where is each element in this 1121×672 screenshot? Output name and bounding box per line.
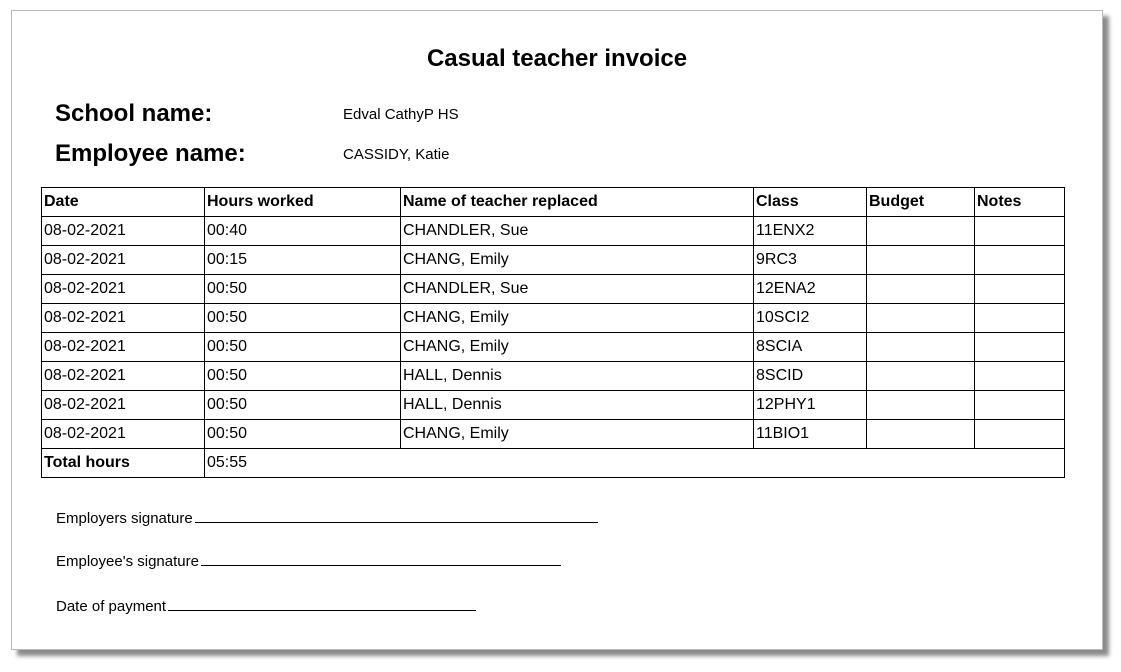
header-teacher-replaced: Name of teacher replaced [401,188,754,217]
cell-class: 11BIO1 [754,420,867,449]
employee-name-label: Employee name: [55,140,246,167]
table-row [42,391,1065,420]
cell-class: 9RC3 [754,246,867,275]
table-row [42,420,1065,449]
cell-hours: 00:15 [205,246,401,275]
cell-date: 08-02-2021 [42,217,205,246]
cell-budget [867,333,975,362]
cell-teacher: CHANG, Emily [401,246,754,275]
cell-budget [867,304,975,333]
cell-date: 08-02-2021 [42,333,205,362]
total-hours-value: 05:55 [205,449,1065,478]
school-name-label: School name: [55,100,213,127]
cell-date: 08-02-2021 [42,420,205,449]
table-row [42,333,1065,362]
cell-notes [975,217,1065,246]
cell-class: 8SCIA [754,333,867,362]
cell-date: 08-02-2021 [42,391,205,420]
cell-hours: 00:40 [205,217,401,246]
payment-date-field[interactable] [168,596,476,611]
invoice-page [11,10,1103,650]
cell-hours: 00:50 [205,362,401,391]
table-header-row [42,188,1065,217]
cell-class: 12ENA2 [754,275,867,304]
cell-notes [975,246,1065,275]
cell-hours: 00:50 [205,333,401,362]
employer-signature-line [56,508,598,527]
employee-signature-label: Employee's signature [56,553,199,570]
cell-class: 11ENX2 [754,217,867,246]
cell-hours: 00:50 [205,304,401,333]
header-class: Class [754,188,867,217]
cell-class: 10SCI2 [754,304,867,333]
cell-teacher: CHANG, Emily [401,333,754,362]
employee-name-value: CASSIDY, Katie [343,146,450,163]
cell-notes [975,391,1065,420]
cell-notes [975,333,1065,362]
hours-table [41,187,1065,478]
table-row [42,246,1065,275]
cell-class: 8SCID [754,362,867,391]
table-row [42,362,1065,391]
cell-budget [867,420,975,449]
header-hours-worked: Hours worked [205,188,401,217]
cell-budget [867,275,975,304]
cell-teacher: HALL, Dennis [401,362,754,391]
total-row [42,449,1065,478]
cell-teacher: CHANG, Emily [401,304,754,333]
cell-budget [867,362,975,391]
payment-date-label: Date of payment [56,598,167,615]
employee-signature-field[interactable] [201,551,561,566]
cell-notes [975,275,1065,304]
header-budget: Budget [867,188,975,217]
header-notes: Notes [975,188,1065,217]
cell-hours: 00:50 [205,420,401,449]
cell-hours: 00:50 [205,275,401,304]
employee-signature-line [56,551,561,570]
cell-hours: 00:50 [205,391,401,420]
cell-budget [867,246,975,275]
header-date: Date [42,188,205,217]
cell-teacher: CHANDLER, Sue [401,275,754,304]
table-row [42,304,1065,333]
cell-notes [975,304,1065,333]
cell-teacher: CHANDLER, Sue [401,217,754,246]
cell-date: 08-02-2021 [42,304,205,333]
cell-notes [975,362,1065,391]
cell-class: 12PHY1 [754,391,867,420]
table-row [42,275,1065,304]
cell-teacher: CHANG, Emily [401,420,754,449]
total-hours-label: Total hours [42,449,205,478]
cell-notes [975,420,1065,449]
table-row [42,217,1065,246]
payment-date-line [56,596,476,615]
document-title: Casual teacher invoice [426,45,688,72]
school-name-value: Edval CathyP HS [343,106,459,123]
cell-date: 08-02-2021 [42,362,205,391]
cell-budget [867,391,975,420]
employer-signature-field[interactable] [195,508,598,523]
employer-signature-label: Employers signature [56,510,193,527]
cell-budget [867,217,975,246]
cell-date: 08-02-2021 [42,246,205,275]
cell-teacher: HALL, Dennis [401,391,754,420]
cell-date: 08-02-2021 [42,275,205,304]
